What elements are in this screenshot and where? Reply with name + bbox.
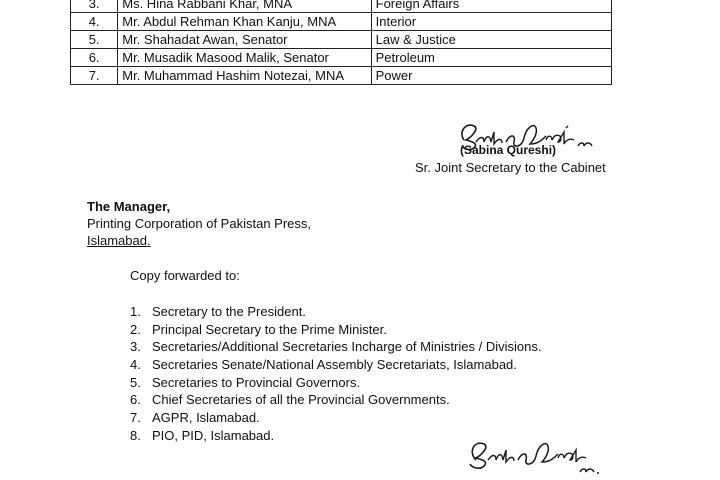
list-number: 4. [130,357,141,373]
ministers-table [70,0,612,85]
minister-name: Mr. Muhammad Hashim Notezai, MNA [118,67,371,85]
list-text: Secretaries/Additional Secretaries Incharge of Ministries / Divisions. [152,339,542,355]
row-number: 6. [71,49,118,67]
copy-forwarded-list [130,303,541,445]
list-text: Secretaries Senate/National Assembly Secretariats, Islamabad. [152,357,517,373]
copy-forwarded-heading: Copy forwarded to: [130,268,240,283]
table-row [71,67,612,85]
list-number: 7. [130,410,141,426]
row-number: 7. [71,67,118,85]
minister-name: Mr. Musadik Masood Malik, Senator [118,49,371,67]
minister-name: Mr. Shahadat Awan, Senator [118,31,371,49]
addressee-line-3: Islamabad. [87,233,151,248]
list-item [130,321,541,339]
list-number: 6. [130,392,141,408]
list-text: PIO, PID, Islamabad. [152,427,275,443]
row-number: 4. [71,13,118,31]
list-text: Secretaries to Provincial Governors. [152,374,361,390]
minister-name: Mr. Abdul Rehman Khan Kanju, MNA [118,13,371,31]
portfolio: Power [371,67,611,85]
list-item [130,391,541,409]
list-number: 1. [130,304,141,319]
signatory-title: Sr. Joint Secretary to the Cabinet [415,160,606,175]
list-number: 2. [130,321,141,337]
list-item [130,409,541,427]
table-row [71,49,612,67]
minister-name: Ms. Hina Rabbani Khar, MNA [118,0,371,13]
list-item [130,338,541,356]
signatory-name: (Sabina Qureshi) [460,143,557,157]
addressee-line-1: The Manager, [87,199,171,214]
signature-image [462,432,612,480]
portfolio: Petroleum [371,49,611,67]
list-text: AGPR, Islamabad. [152,410,260,426]
list-text: Secretary to the President. [152,304,306,319]
portfolio: Law & Justice [371,31,611,49]
table-row [71,13,612,31]
list-number: 5. [130,374,141,390]
list-item [130,356,541,374]
table-row [71,31,612,49]
list-text: Principal Secretary to the Prime Minister. [152,321,387,337]
row-number: 3. [71,0,118,13]
table-row [71,0,612,13]
list-text: Chief Secretaries of all the Provincial Governments. [152,392,450,408]
list-number: 3. [130,339,141,355]
addressee-line-2: Printing Corporation of Pakistan Press, [87,216,311,231]
row-number: 5. [71,31,118,49]
list-number: 8. [130,427,141,443]
list-item [130,303,541,321]
list-item [130,374,541,392]
portfolio: Foreign Affairs [371,0,611,13]
portfolio: Interior [371,13,611,31]
addressee-block [87,198,311,249]
